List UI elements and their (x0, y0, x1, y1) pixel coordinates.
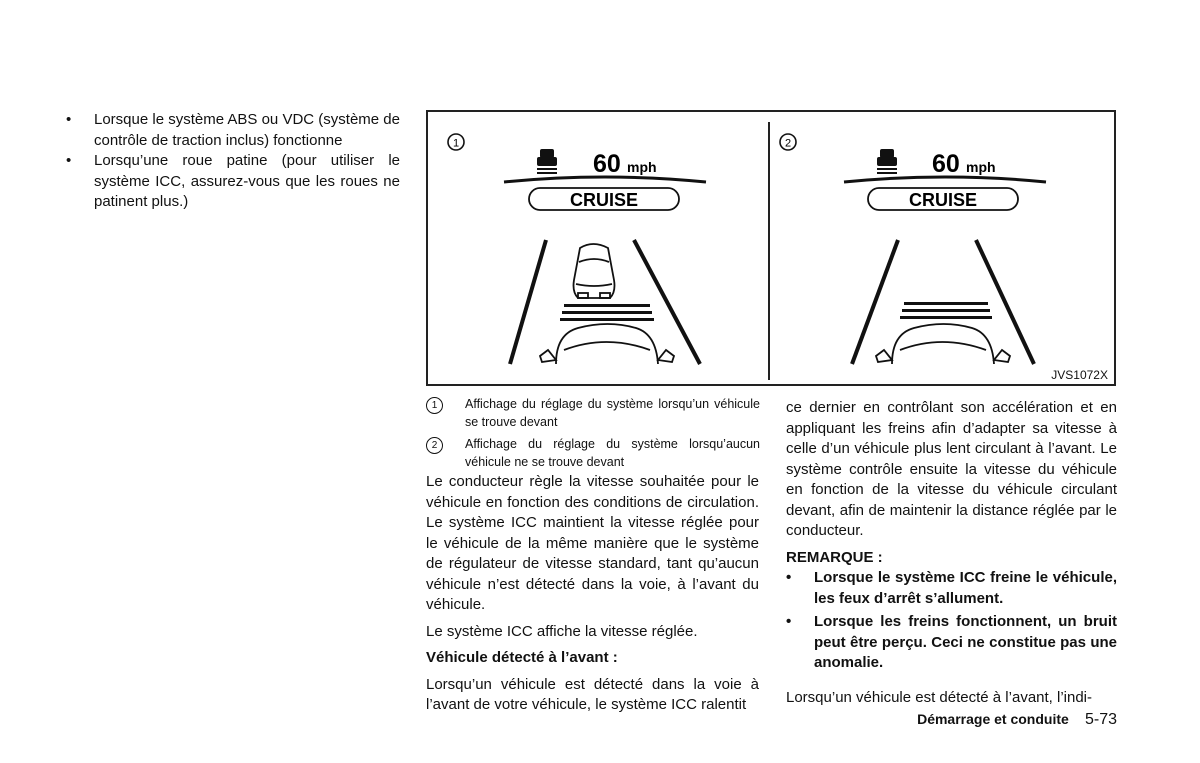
own-vehicle-icon (876, 324, 1010, 364)
paragraph: ce dernier en contrôlant son accélération et en appliquant les freins afin d’adapter sa vitesse à celle d’un véhicule plus lent circulant à l’avant. Le système contrôle ensuite la vitesse du véhicule en fonction de la vitesse du véhicule circulant devant, afin de maintenir la distance réglée par le conducteur. (786, 399, 1117, 539)
remark-label: REMARQUE : (786, 548, 883, 566)
remark-item: • Lorsque le système ICC freine le véhicule, les feux d’arrêt s’allument. (786, 569, 1117, 607)
page-number: 5-73 (1084, 711, 1117, 728)
caption-number: 2 (426, 437, 443, 454)
speed-unit: mph (627, 159, 657, 175)
list-item: • Lorsque le système ABS ou VDC (système de contrôle de traction inclus) fonctionne (66, 111, 400, 149)
lead-vehicle-icon (574, 244, 615, 298)
right-column (786, 398, 1117, 714)
vehicle-ahead-icon (537, 149, 557, 174)
section-heading: Véhicule détecté à l’avant : (426, 649, 618, 666)
paragraph: Le conducteur règle la vitesse souhaitée pour le véhicule en fonction des conditions de circulation. Le système ICC maintient la vitesse réglée pour le véhicule de la même manière que le système de régulateur de vitesse standard, tant qu’aucun véhicule n’est détecté dans la voie, à l’avant du véhicule. (426, 473, 759, 613)
left-column (66, 110, 400, 213)
panel-number: 2 (784, 137, 792, 150)
page-footer (800, 711, 1117, 729)
paragraph: Lorsqu’un véhicule est détecté dans la voie à l’avant de votre véhicule, le système ICC ralentit (426, 675, 759, 713)
speed-unit: mph (966, 159, 996, 175)
caption-item (426, 436, 760, 471)
remark-item: • Lorsque les freins fonctionnent, un bruit peut être perçu. Ceci ne constitue pas une anomalie. (786, 613, 1117, 671)
display-panel-2 (770, 112, 1110, 388)
display-panel-1 (428, 112, 768, 388)
cruise-status: CRUISE (908, 190, 978, 210)
list-item: • Lorsqu’une roue patine (pour utiliser le système ICC, assurez-vous que les roues ne patinent plus.) (66, 152, 400, 210)
own-vehicle-icon (540, 324, 674, 364)
set-speed: 60 (932, 150, 960, 178)
paragraph: Le système ICC affiche la vitesse réglée. (426, 622, 698, 640)
caption-text: Affichage du réglage du système lorsqu’aucun véhicule ne se trouve devant (465, 437, 760, 469)
cruise-status: CRUISE (569, 190, 639, 210)
caption-text: Affichage du réglage du système lorsqu’un véhicule se trouve devant (465, 397, 760, 429)
footer-section: Démarrage et conduite (917, 711, 1069, 727)
distance-bars (560, 304, 654, 321)
figure-captions (426, 396, 760, 476)
caption-item (426, 396, 760, 431)
paragraph: Lorsqu’un véhicule est détecté à l’avant, l’indi- (786, 688, 1093, 706)
set-speed: 60 (593, 150, 621, 178)
middle-column (426, 472, 759, 722)
panel-number: 1 (452, 137, 460, 150)
caption-number: 1 (426, 397, 443, 414)
vehicle-ahead-icon (877, 149, 897, 174)
figure-code: JVS1072X (1051, 368, 1108, 382)
cruise-display-figure (426, 110, 1116, 386)
distance-bars (900, 302, 992, 319)
